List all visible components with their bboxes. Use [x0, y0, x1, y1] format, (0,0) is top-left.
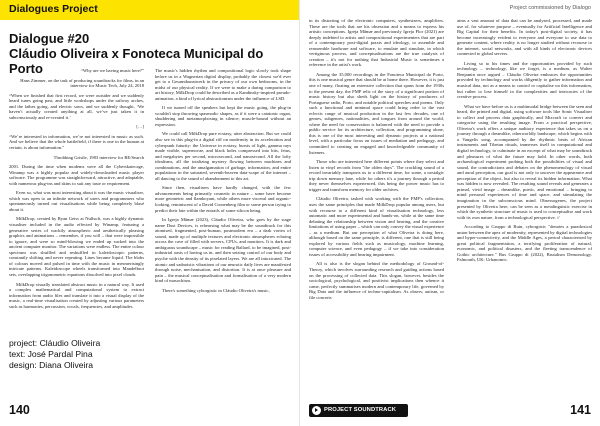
body-paragraph: In Igreja Mãmæ (2023), Cláudio Oliveira, who goes by the stage name Dust Devices, is rehearsing what may be the soundtrack for this atomised, fragmented, post-human, postmodern era – a dark vortex of sound, made up of multiple textures and electronic atmospheres echoing across the cave of filled with servers, CPUs, and monitors. It is dark and ambiguous soundscape – music for reading Ballard, to be imagined, post-industrial oasis of having us in, and then seizing control of our body and psyche with the density of its pixelated layers. We are all intoxicated. The atomic and sadnoistic vibrations of our neurotic daily lives are manifested through noise, mechanisation, and distortion. It is at once pleasure and pain – the musical conceptualisation and formalisation of a very modern kind of masochism.	[155, 217, 291, 284]
body-paragraph: MilkDrop, created by Ryan Geiss at Nullsoft, was a highly dynamic visualiser included in the audio effected by Winamp, featuring a generative series of wackily atmospheric and aesthetically pleasing graphics and animations – remember, if you will – that were impossible to ignore, and were so mind-blowing we ended up sucked into the ancient computer monitor. The variations were endless. The entire colour spectrum was shuffled and reshuffled in kaleidoscopic patterns, constantly shifting and never repeating. Lines became liquid. The blobs of colours moved and pulsed in time with the music in mesmerisingly intricate patterns. Kaleidoscope wheels transformed into Mandelbrot sets, overlapping trigonometric equations dissolved into pixel clouds.	[9, 216, 144, 277]
body-paragraph: MilkDrop visually translated abstract music in a natural way. It used a complex mathematical and computational system to extract information from audio files and translate it into a visual display of the music, a real-time visualisation created by adjusting various parameters such as harmonies, percussion, vocals, frequencies, and amplitudes.	[9, 281, 144, 309]
commission-note: Project commissioned by Dialogo	[509, 5, 591, 11]
project-soundtrack-label: PROJECT SOUNDTRACK	[324, 407, 397, 413]
right-page	[300, 0, 600, 426]
section-header-title: Dialogues Project	[9, 3, 98, 15]
article-title-line-2: Cláudio Oliveira x Fonoteca Municipal do Porto	[9, 46, 264, 76]
body-paragraph: All is also is the slogan behind the methodology of Ground-of-Theory, which involves surrounding research and guiding actions based on the processing of collected data. This slogan, however, besides the sociological, psychological, and positivist implications then whence it came, perfectly summarises modern and contemporary life, governed by Big Data and the influence of techno-capitalism. As observ, autism, or file concerts	[309, 261, 444, 300]
body-paragraph: There's something cyborgistic in Cláudio Oliveira's music,	[162, 287, 270, 293]
body-paragraph: If we turned off the speakers but kept the music going, the plug-in wouldn't stop throwing spasmodic shapes, as if it were a catatonic organ, shuddering and metamorphosing in silence; muscle-bound without an expression.	[155, 105, 291, 127]
project-credits	[9, 338, 209, 371]
body-paragraph: We could call MilkDrop pure ecstasy, utter abstraction. But we could also see in this plug-in a digital riff on modernity in its acceleration and cyberpunk futurity: the Universe in ecstasy, bursts of light, gamma rays made visible, supernovae, and black holes compressed into bits, fetus, and megabytes per second, microsecond, and nanosecond. All the lofty idealisms, all the totalizing mystery flowing between machines and combinations, and the amalgamation of garbage, information, and entire populations in the saturated, seventh-heaven data-scape of the internet – all dancing to the sound of abandonment to this art.	[155, 131, 291, 181]
left-page-column-1	[9, 68, 144, 313]
epigraph-quote: “We’re interested in information, we’re not interested in music as such. And we believe that the whole battlefield, if there is one in the human at certain, is about information.”	[9, 133, 144, 151]
body-paragraph: Cláudio Oliveira, tasked with working with the FMP's collection, uses the same principles that made MilkDrop popular among users, but with recourse to a different kind of visualisation technology, less automatic and more experimental and hands-on, while at the same time debating the relationship between vision and hearing, and the creative limitations of using paper – which can only convey the visual experience – as a medium. But our perception of what Oliveira is doing here, although based on the same principle, is different, one that is still being explored by various fields such as musicology, machine learning, computer science, and even pedagogy – if we take into consideration issues of accessibility and hearing impairment.	[309, 196, 444, 257]
body-paragraph: What we have before us is a multimodal bridge between the seen and heard, the printed and digital, using software tools like Sonic Visualiser to collect and process data graphically, and Mixcraft to convert and categorise using the resulting image. From a practical perspective, Oliveira's work offers a unique auditory experience that takes us on a journey through a dreamlike, otherworldly landscape, which begins with a Vangelis song, accompanied by the rhythmic beats of African instruments and Tibetan rituals, immerses itself in computational and digital technology, to culminate in an excerpt of what may be soundtrack and pleasures of what the future may hold. In other words, both archaeological experiment probing both the possibilities of visual and sound, the contradictions and debates on the phenomenology of visual and aural perception, our goal is not only to uncover the appearance and perception of the object, but also to reveal its hidden information. What was hidden is now revealed. The resulting sound reveals and generates a primal, vivid image – dreamlike, poetic, and emotional – bringing to mind personal experiences of time and space, and stimulating the imagination in the subconscious mind. Obsessogenes, the project presented by Oliveira here, can be seen as a metalinguistic exercise in which the synthetic structure of music is used to conceptualise and work with its own nature, from a technological perspective. //	[457, 103, 592, 220]
epigraph-quote: “When we finished that first record, we were outsider and we suddenly heard tunes going past, and little workshops under the railway arches, and the lathes going, and electric saws, and we suddenly thought, ‘We haven’t actually created anything at all, we’ve just taken it in subconsciously and re-created it.’	[9, 92, 144, 120]
left-page-column-2	[155, 68, 291, 297]
project-soundtrack-button[interactable]	[309, 404, 408, 417]
page-number-right: 141	[570, 403, 591, 417]
right-header	[300, 0, 600, 20]
body-paragraph: Living so to his times and the opportunities provided by such technology – technology, like we forget, is a medium, as Walter Benjamin once argued – Cláudio Oliveira embraces the opportunities provided by technology and works diligently to gather information and musical data, not as a means to control or capitalise on this information, but rather to lose himself in the complexities and intricacies of the creative process.	[457, 60, 592, 100]
right-page-column-1	[309, 18, 444, 304]
body-paragraph: aims a vast amount of data that can be analysed, processed, and made use of, for whatever purpose – eventually for Artificial Intelligence and Big Capital for their benefits. In today's post-digital society, it has become increasingly evident to everyone and everyone to use data to generate content, where reality is no longer studied without recourse to the internet, social networks, and with all kinds of electronic devices connected to global servers.	[457, 18, 592, 57]
body-paragraph: Since then, visualisers have hardly changed, with the few advancements being primarily cosmetic in nature – some have become more geometric and flamboyant, while others more visceral and organic-looking, reminiscent of a David Cronenberg film or some person trying to predict their fate within the entrails of some silicon being.	[155, 185, 291, 213]
article-title-line-1: Dialogue #20	[9, 31, 90, 46]
epigraph-ellipsis: […]	[136, 124, 144, 130]
body-paragraph: in its distorting of the electronic computers, synthesizers, amplifiers. These are the tools that are his obsession and a means to express his artistic conceptions. Igreja Mãmæ and previously Igreja Flor (2021) are deeply indebted to artists and compositional experimenters that are part of a contemporary post-digital praxis and ideology, to assemble and reassemble hardware and software, to emulate and simulate, in which vertiginous process, and conceptualisations are the true catalysts of creation – it's not for nothing that Industrial Music is sometimes a reference in the artist's work.	[309, 18, 444, 68]
epigraph-attribution: Hans Zimmer, on the task of producing soundtracks for films, in an interview for Music Tech, July 24, 2018	[20, 77, 144, 89]
epigraph-quote: “Why are we having music here?”	[80, 68, 144, 73]
epigraph-attribution: Throbbing Gristle, 1983 interview for RE/Search	[53, 154, 144, 160]
credit-project: project: Cláudio Oliveira	[9, 338, 101, 348]
footnote: According to Gruppo di Ruin, cyborgistic "denotes a paradoxical union between the apex of modernity, represented by digital technologies and hyper-connectivity, and the Middle Ages, a period characterised by great political fragmentation, a terrifying proliferation of natural, economic, and political disasters, and the fleeting transcendence of Gothic architecture." Rus Gruppo di (2022), Brutalism Demonology. Falmouth, UK: Urbanomic.	[457, 224, 592, 263]
credit-text: text: José Pardal Pina	[9, 349, 93, 359]
body-paragraph: The music's hidden rhythm and compositional logic slowly took shape before us in a Wagnerian digital display, probably the closest we'd ever get to a Gesamtkunstwerk in the privacy of our own bedrooms, in the midst of our physical reality. If we were to make a daring comparison to art history, MilkDrop could be described as a Kandinsky-inspired pseudo-animation, a kind of lyrical abstractionism under the influence of LSD.	[155, 68, 291, 101]
credit-design: design: Diana Oliveira	[9, 360, 94, 370]
right-page-column-2	[457, 18, 592, 267]
body-paragraph: Those who are interested here different points where they select and listen to vinyl records from "the olden days". The crackling sound of a record invariably transports us to a different time, for some, a nostalgic trip down memory lane, while for others it's a journey through a period they never themselves experienced, this being the power music has to trigger and transform memory for older archives.	[309, 159, 444, 192]
body-paragraph: Even so, what was most interesting about it was the music visualiser, which was open to an infinite network of users and programmers who spontaneously turned out visualisations while being completely blasé about it.	[9, 190, 144, 212]
play-icon	[312, 406, 321, 415]
body-paragraph: 2001. During the time when modems were all the Cyberskatecage, Winamp was a highly popular and widely-downloaded music player software. The programme was straightforward, attractive, and adaptable, with numerous plug-ins and skins to suit any taste or requirement.	[9, 164, 144, 186]
page-number-left: 140	[9, 403, 30, 417]
body-paragraph: Among the 35,000 recordings in the Fonoteca Municipal do Porto, this is one musical genre that should be at home there. However, it is just one of many, floating an extensive collection that spans from the 1930s to the present day, the FMP relic of the story of a significant portion of music history but also sheds light on the history of producers of Portuguese radio, Porto, and notable political speeches and poems. Only such a functional and minimal space could bring order to the vast eclectic range of musical production in the last few decades, one of genres, subgenres, nationalities, and tongues from around the world, where the need for conservation is balanced with the need to provide a public service for its architecture, collection, and programming alone, this is one of the most interesting and dynamic projects at a national level, with a particular focus on issues of mediation and pedagogy, and committed to creating an engaged and knowledgeable community of listeners.	[309, 71, 444, 155]
section-header-band	[0, 0, 300, 20]
